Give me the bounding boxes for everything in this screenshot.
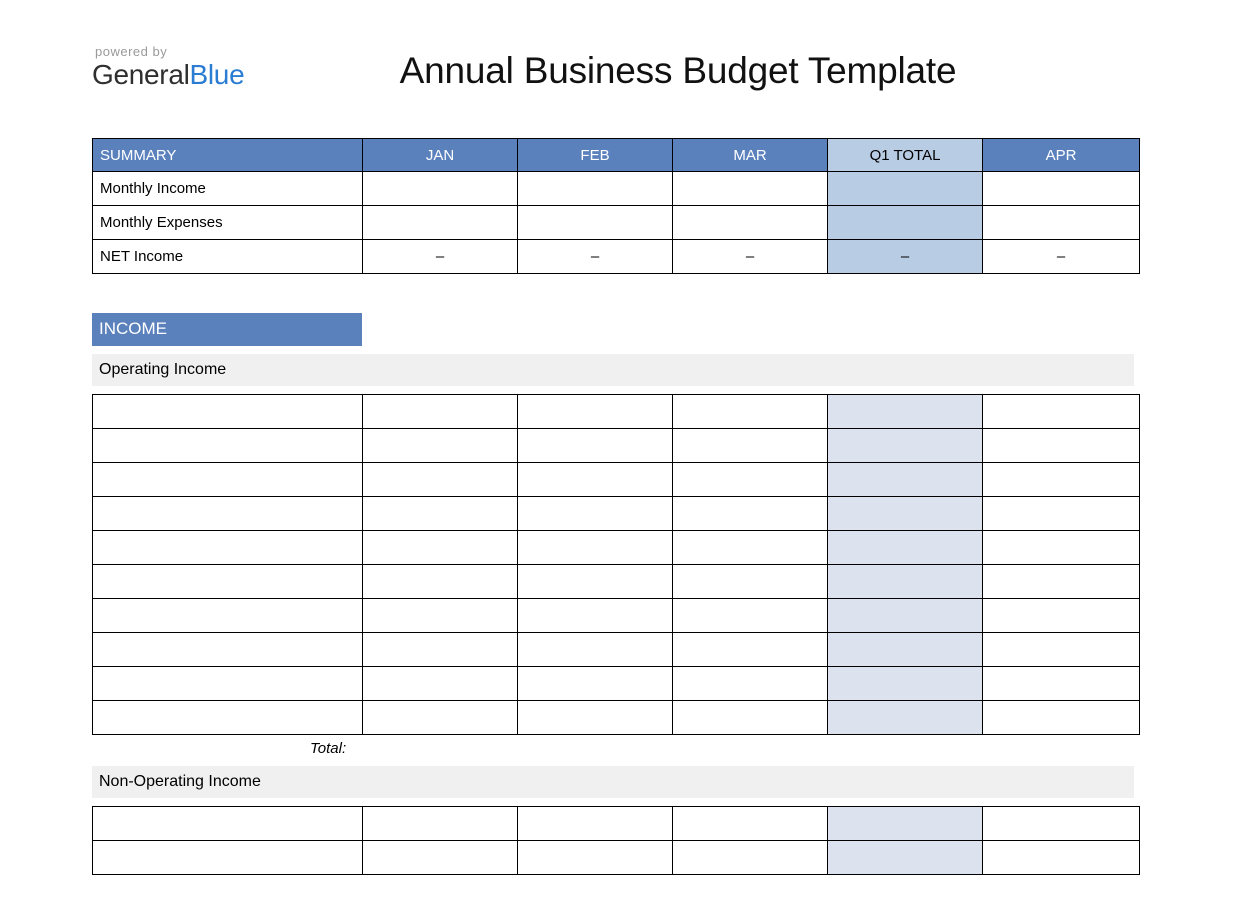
operating-income-cell-8-q1 xyxy=(828,633,983,667)
summary-cell-net-income-apr: – xyxy=(983,240,1140,274)
income-section-title: INCOME xyxy=(92,313,362,346)
operating-income-cell-1-jan[interactable] xyxy=(363,395,518,429)
operating-income-cell-10-mar[interactable] xyxy=(673,701,828,735)
table-row xyxy=(93,667,1140,701)
operating-income-cell-9-apr[interactable] xyxy=(983,667,1140,701)
operating-income-cell-1-q1 xyxy=(828,395,983,429)
summary-header-jan: JAN xyxy=(363,139,518,172)
summary-cell-net-income-jan: – xyxy=(363,240,518,274)
table-row xyxy=(93,599,1140,633)
operating-income-cell-2-q1 xyxy=(828,429,983,463)
operating-income-cell-9-q1 xyxy=(828,667,983,701)
summary-cell-monthly-income-apr[interactable] xyxy=(983,172,1140,206)
operating-income-cell-8-apr[interactable] xyxy=(983,633,1140,667)
operating-income-cell-10-label[interactable] xyxy=(93,701,363,735)
operating-income-cell-1-feb[interactable] xyxy=(518,395,673,429)
operating-income-cell-7-apr[interactable] xyxy=(983,599,1140,633)
summary-cell-monthly-expenses-q1 xyxy=(828,206,983,240)
non-operating-income-cell-1-apr[interactable] xyxy=(983,807,1140,841)
operating-income-cell-7-feb[interactable] xyxy=(518,599,673,633)
summary-header-q1-total: Q1 TOTAL xyxy=(828,139,983,172)
operating-income-cell-8-mar[interactable] xyxy=(673,633,828,667)
table-row xyxy=(93,531,1140,565)
operating-income-cell-10-feb[interactable] xyxy=(518,701,673,735)
summary-cell-monthly-expenses-jan[interactable] xyxy=(363,206,518,240)
logo-wordmark-general: General xyxy=(92,59,190,90)
table-row xyxy=(93,395,1140,429)
logo-powered-by-text: powered by xyxy=(95,44,168,59)
table-row xyxy=(93,497,1140,531)
table-row xyxy=(93,463,1140,497)
operating-income-cell-7-jan[interactable] xyxy=(363,599,518,633)
table-row xyxy=(93,633,1140,667)
summary-cell-net-income-feb: – xyxy=(518,240,673,274)
operating-income-cell-5-mar[interactable] xyxy=(673,531,828,565)
summary-cell-net-income-mar: – xyxy=(673,240,828,274)
operating-income-cell-3-jan[interactable] xyxy=(363,463,518,497)
operating-income-cell-5-label[interactable] xyxy=(93,531,363,565)
table-row xyxy=(93,701,1140,735)
operating-income-cell-10-jan[interactable] xyxy=(363,701,518,735)
operating-income-cell-4-q1 xyxy=(828,497,983,531)
operating-income-subsection-title: Operating Income xyxy=(92,354,1134,386)
operating-income-cell-6-jan[interactable] xyxy=(363,565,518,599)
operating-income-cell-4-feb[interactable] xyxy=(518,497,673,531)
non-operating-income-table xyxy=(92,806,1140,875)
operating-income-cell-6-q1 xyxy=(828,565,983,599)
operating-income-cell-3-apr[interactable] xyxy=(983,463,1140,497)
operating-income-table xyxy=(92,394,1140,735)
summary-header-summary: SUMMARY xyxy=(93,139,363,172)
summary-section xyxy=(92,138,1134,274)
logo-wordmark-blue: Blue xyxy=(189,59,245,90)
non-operating-income-cell-2-feb[interactable] xyxy=(518,841,673,875)
summary-header-row xyxy=(93,139,1140,172)
summary-cell-monthly-expenses-apr[interactable] xyxy=(983,206,1140,240)
non-operating-income-cell-1-label[interactable] xyxy=(93,807,363,841)
income-section xyxy=(92,313,1134,875)
non-operating-income-cell-1-feb[interactable] xyxy=(518,807,673,841)
operating-income-cell-3-q1 xyxy=(828,463,983,497)
table-row xyxy=(93,172,1140,206)
operating-income-cell-9-jan[interactable] xyxy=(363,667,518,701)
page-header xyxy=(0,0,1246,120)
operating-income-cell-8-feb[interactable] xyxy=(518,633,673,667)
operating-income-cell-7-mar[interactable] xyxy=(673,599,828,633)
operating-income-cell-6-feb[interactable] xyxy=(518,565,673,599)
non-operating-income-cell-2-label[interactable] xyxy=(93,841,363,875)
summary-cell-monthly-income-q1 xyxy=(828,172,983,206)
summary-cell-net-income-q1: – xyxy=(828,240,983,274)
table-row xyxy=(93,565,1140,599)
operating-income-cell-7-label[interactable] xyxy=(93,599,363,633)
summary-cell-monthly-income-mar[interactable] xyxy=(673,172,828,206)
summary-cell-monthly-income-feb[interactable] xyxy=(518,172,673,206)
operating-income-cell-5-jan[interactable] xyxy=(363,531,518,565)
page-title: Annual Business Budget Template xyxy=(399,50,957,91)
summary-row-label-monthly-expenses: Monthly Expenses xyxy=(93,206,363,240)
operating-income-cell-4-jan[interactable] xyxy=(363,497,518,531)
operating-income-cell-9-feb[interactable] xyxy=(518,667,673,701)
non-operating-income-cell-2-mar[interactable] xyxy=(673,841,828,875)
operating-income-cell-1-apr[interactable] xyxy=(983,395,1140,429)
summary-row-label-net-income: NET Income xyxy=(93,240,363,274)
operating-income-cell-7-q1 xyxy=(828,599,983,633)
non-operating-income-cell-1-mar[interactable] xyxy=(673,807,828,841)
operating-income-cell-6-label[interactable] xyxy=(93,565,363,599)
table-row xyxy=(93,206,1140,240)
operating-income-cell-5-feb[interactable] xyxy=(518,531,673,565)
operating-income-cell-2-mar[interactable] xyxy=(673,429,828,463)
operating-income-cell-2-jan[interactable] xyxy=(363,429,518,463)
non-operating-income-cell-1-q1 xyxy=(828,807,983,841)
non-operating-income-subsection-title: Non-Operating Income xyxy=(92,766,1134,798)
operating-income-cell-3-label[interactable] xyxy=(93,463,363,497)
operating-income-cell-10-apr[interactable] xyxy=(983,701,1140,735)
operating-income-cell-9-mar[interactable] xyxy=(673,667,828,701)
table-row xyxy=(93,807,1140,841)
operating-income-cell-6-apr[interactable] xyxy=(983,565,1140,599)
operating-income-cell-6-mar[interactable] xyxy=(673,565,828,599)
operating-income-cell-1-mar[interactable] xyxy=(673,395,828,429)
operating-income-cell-9-label[interactable] xyxy=(93,667,363,701)
operating-income-total-row xyxy=(92,735,1134,766)
operating-income-cell-5-apr[interactable] xyxy=(983,531,1140,565)
table-row xyxy=(93,841,1140,875)
summary-cell-monthly-expenses-feb[interactable] xyxy=(518,206,673,240)
summary-cell-monthly-income-jan[interactable] xyxy=(363,172,518,206)
operating-income-cell-3-feb[interactable] xyxy=(518,463,673,497)
operating-income-cell-3-mar[interactable] xyxy=(673,463,828,497)
operating-income-cell-8-label[interactable] xyxy=(93,633,363,667)
operating-income-cell-2-label[interactable] xyxy=(93,429,363,463)
operating-income-cell-4-mar[interactable] xyxy=(673,497,828,531)
operating-income-cell-4-label[interactable] xyxy=(93,497,363,531)
operating-income-cell-1-label[interactable] xyxy=(93,395,363,429)
operating-income-cell-2-feb[interactable] xyxy=(518,429,673,463)
summary-row-label-monthly-income: Monthly Income xyxy=(93,172,363,206)
summary-header-feb: FEB xyxy=(518,139,673,172)
table-row xyxy=(93,429,1140,463)
operating-income-cell-4-apr[interactable] xyxy=(983,497,1140,531)
operating-income-cell-8-jan[interactable] xyxy=(363,633,518,667)
operating-income-cell-2-apr[interactable] xyxy=(983,429,1140,463)
operating-income-cell-10-q1 xyxy=(828,701,983,735)
non-operating-income-cell-2-jan[interactable] xyxy=(363,841,518,875)
non-operating-income-cell-1-jan[interactable] xyxy=(363,807,518,841)
operating-income-cell-5-q1 xyxy=(828,531,983,565)
non-operating-income-cell-2-apr[interactable] xyxy=(983,841,1140,875)
summary-table xyxy=(92,138,1140,274)
summary-header-mar: MAR xyxy=(673,139,828,172)
operating-income-total-label: Total: xyxy=(310,740,347,757)
summary-cell-monthly-expenses-mar[interactable] xyxy=(673,206,828,240)
summary-header-apr: APR xyxy=(983,139,1140,172)
table-row xyxy=(93,240,1140,274)
non-operating-income-cell-2-q1 xyxy=(828,841,983,875)
